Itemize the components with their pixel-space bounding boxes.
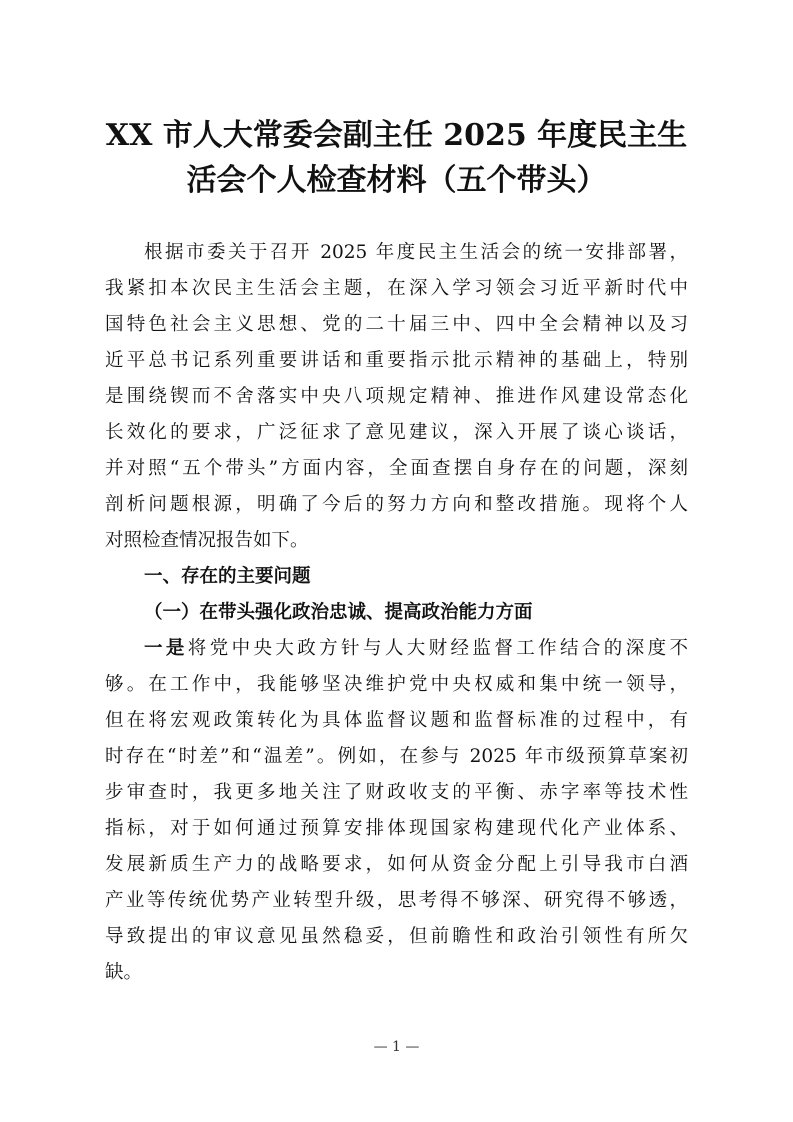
point-line: 发展新质生产力的战略要求，如何从资金分配上引导我市白酒: [105, 854, 688, 875]
point-line: 够。在工作中，我能够坚决维护党中央权威和集中统一领导，: [105, 674, 688, 695]
point-line: 导致提出的审议意见虽然稳妥，但前瞻性和政治引领性有所欠: [105, 926, 688, 947]
intro-line: 是围绕锲而不舍落实中央八项规定精神、推进作风建设常态化: [105, 386, 688, 407]
point-line: 缺。: [105, 962, 143, 983]
section-heading: 一、存在的主要问题: [144, 566, 311, 587]
intro-line: 近平总书记系列重要讲话和重要指示批示精神的基础上，特别: [105, 350, 688, 371]
intro-line: 并对照“五个带头”方面内容，全面查摆自身存在的问题，深刻: [105, 458, 688, 479]
point-line: 步审查时，我更多地关注了财政收支的平衡、赤字率等技术性: [105, 782, 688, 803]
intro-line: 长效化的要求，广泛征求了意见建议，深入开展了谈心谈话，: [105, 422, 688, 443]
document-title-line-2: 活会个人检查材料（五个带头）: [186, 163, 607, 198]
intro-line: 根据市委关于召开 2025 年度民主生活会的统一安排部署，: [144, 242, 688, 263]
point-first-line-text: 将党中央大政方针与人大财经监督工作结合的深度不: [187, 638, 688, 659]
point-line: 产业等传统优势产业转型升级，思考得不够深、研究得不够透，: [105, 890, 688, 911]
point-line: 指标，对于如何通过预算安排体现国家构建现代化产业体系、: [105, 818, 688, 839]
intro-line: 对照检查情况报告如下。: [105, 530, 309, 551]
point-first-line: [144, 636, 688, 662]
page-number: — 1 —: [373, 1039, 420, 1055]
intro-line: 国特色社会主义思想、党的二十届三中、四中全会精神以及习: [105, 314, 688, 335]
subsection-heading: （一）在带头强化政治忠诚、提高政治能力方面: [144, 602, 533, 623]
point-line: 但在将宏观政策转化为具体监督议题和监督标准的过程中，有: [105, 710, 688, 731]
intro-line: 我紧扣本次民主生活会主题，在深入学习领会习近平新时代中: [105, 278, 688, 299]
document-title-line-1: XX 市人大常委会副主任 2025 年度民主生: [105, 118, 688, 153]
point-lead: 一是: [144, 638, 188, 659]
intro-line: 剖析问题根源，明确了今后的努力方向和整改措施。现将个人: [105, 494, 688, 515]
point-line: 时存在“时差”和“温差”。例如，在参与 2025 年市级预算草案初: [105, 746, 688, 767]
